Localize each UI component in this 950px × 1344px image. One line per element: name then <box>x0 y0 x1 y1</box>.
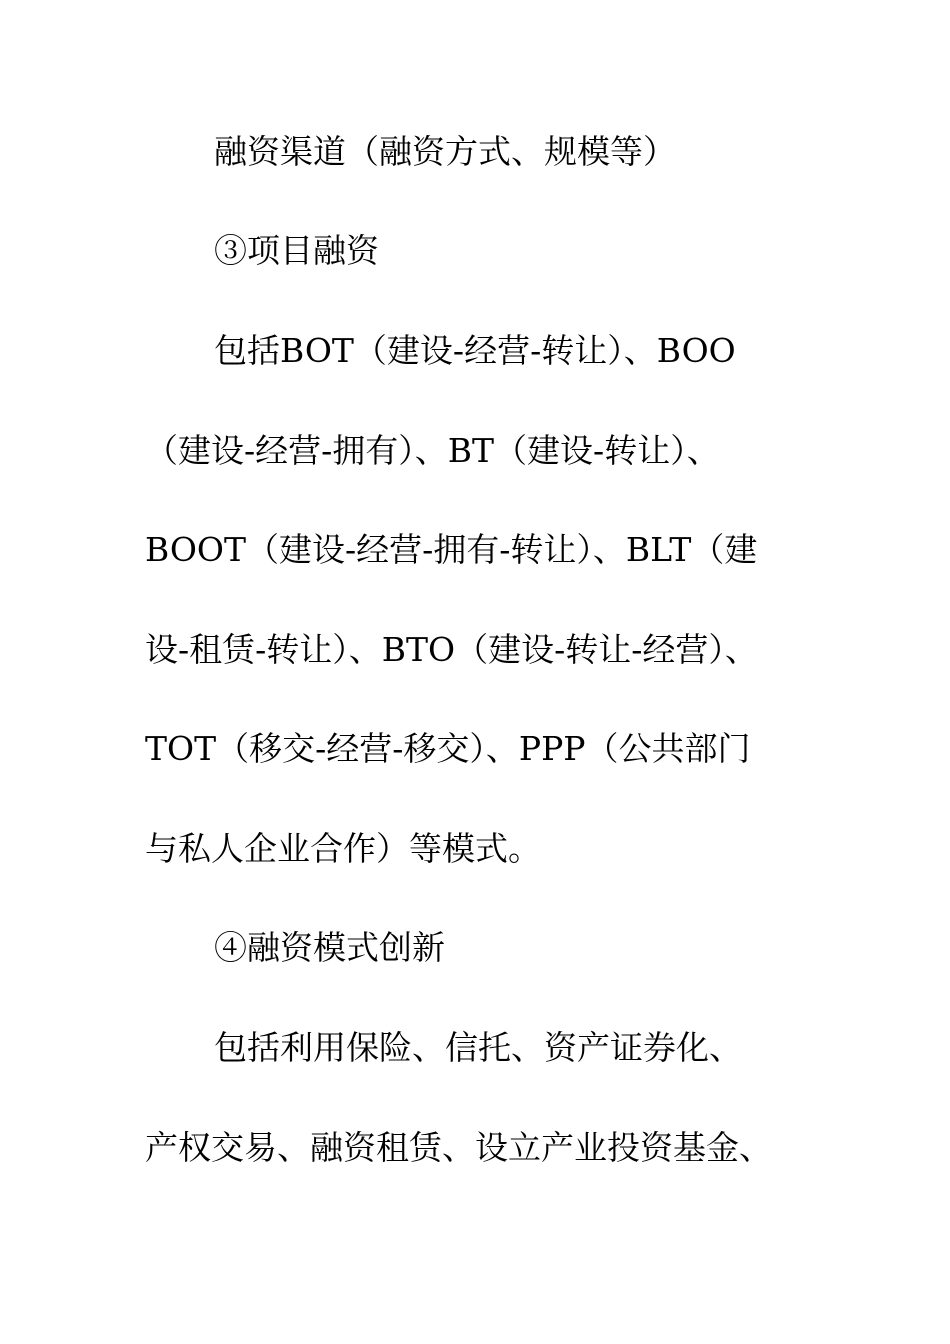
paragraph-line-6: 与私人企业合作）等模式。 <box>145 829 541 868</box>
heading-financing-innovation: ④融资模式创新 <box>214 928 445 967</box>
paragraph-line-2: （建设-经营-拥有）、BT（建设-转让）、 <box>145 431 720 470</box>
paragraph-innovation-line-2: 产权交易、融资租赁、设立产业投资基金、 <box>145 1128 772 1167</box>
heading-project-financing: ③项目融资 <box>214 231 379 270</box>
paragraph-line-1: 包括BOT（建设-经营-转让）、BOO <box>214 331 736 370</box>
paragraph-financing-channels: 融资渠道（融资方式、规模等） <box>214 132 676 171</box>
paragraph-innovation-line-1: 包括利用保险、信托、资产证券化、 <box>214 1028 742 1067</box>
paragraph-line-4: 设-租赁-转让）、BTO（建设-转让-经营）、 <box>145 630 758 669</box>
paragraph-line-5: TOT（移交-经营-移交）、PPP（公共部门 <box>145 729 751 768</box>
paragraph-line-3: BOOT（建设-经营-拥有-转让）、BLT（建 <box>145 530 758 569</box>
